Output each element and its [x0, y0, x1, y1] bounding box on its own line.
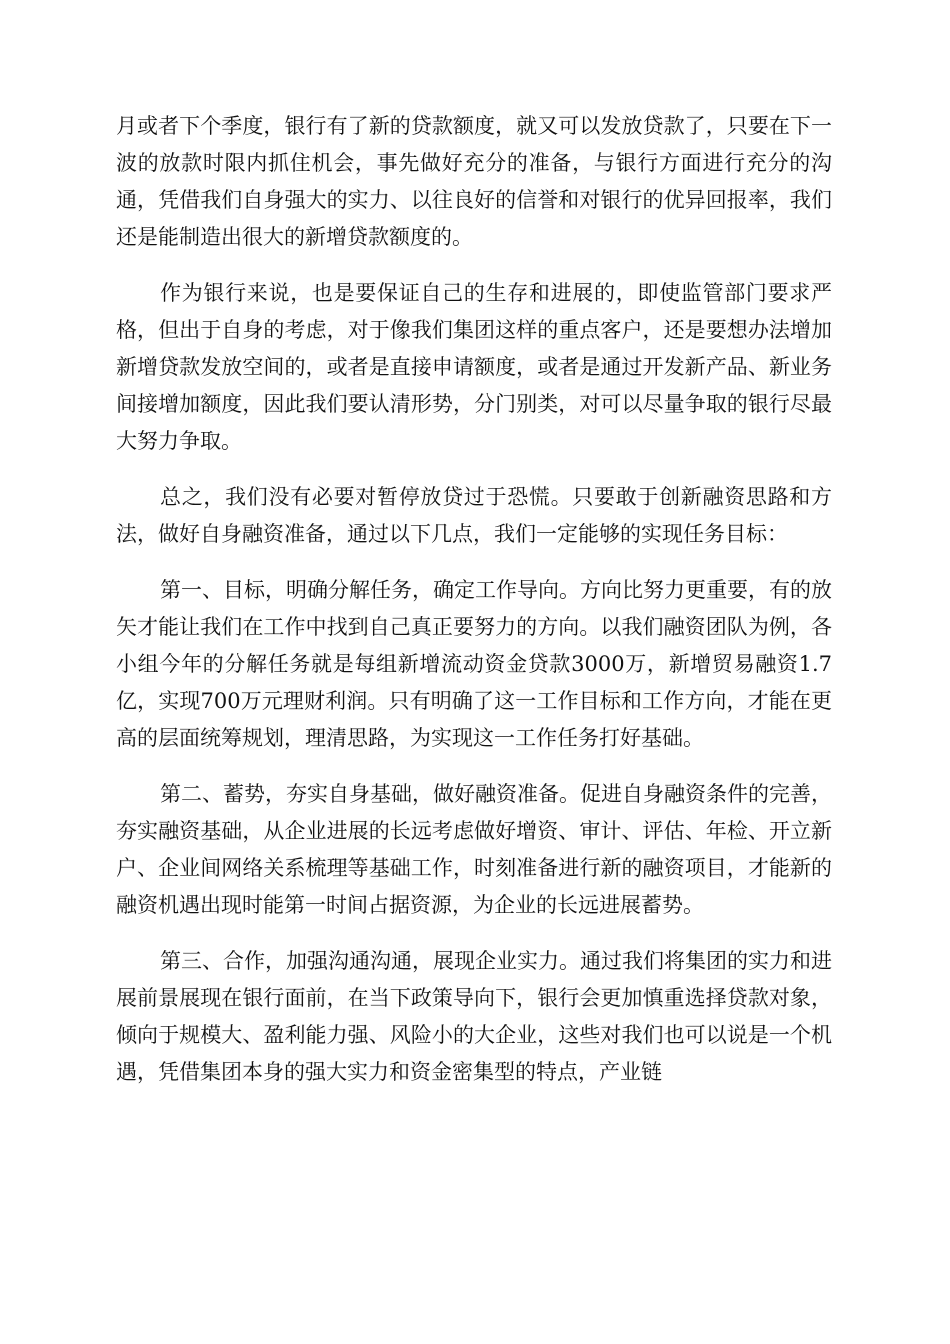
paragraph-point-two: 第二、蓄势，夯实自身基础，做好融资准备。促进自身融资条件的完善，夯实融资基础，从企业进展的长远考虑做好增资、审计、评估、年检、开立新户、企业间网络关系梳理等基础工作，时刻准备进行新的融资项目，才能新的融资机遇出现时能第一时间占据资源，为企业的长远进展蓄势。 [116, 782, 832, 917]
document-page [116, 108, 832, 1110]
paragraph-continuation: 月或者下个季度，银行有了新的贷款额度，就又可以发放贷款了，只要在下一波的放款时限内抓住机会，事先做好充分的准备，与银行方面进行充分的沟通，凭借我们自身强大的实力、以往良好的信誉和对银行的优异回报率，我们还是能制造出很大的新增贷款额度的。 [116, 114, 832, 249]
paragraph-point-three: 第三、合作，加强沟通沟通，展现企业实力。通过我们将集团的实力和进展前景展现在银行面前，在当下政策导向下，银行会更加慎重选择贷款对象，倾向于规模大、盈利能力强、风险小的大企业，这些对我们也可以说是一个机遇，凭借集团本身的强大实力和资金密集型的特点，产业链 [116, 949, 832, 1084]
paragraph-point-one: 第一、目标，明确分解任务，确定工作导向。方向比努力更重要，有的放矢才能让我们在工作中找到自己真正要努力的方向。以我们融资团队为例，各小组今年的分解任务就是每组新增流动资金贷款3000万，新增贸易融资1.7亿，实现700万元理财利润。只有明确了这一工作目标和工作方向，才能在更高的层面统筹规划，理清思路，为实现这一工作任务打好基础。 [116, 578, 832, 750]
paragraph-bank-perspective: 作为银行来说，也是要保证自己的生存和进展的，即使监管部门要求严格，但出于自身的考虑，对于像我们集团这样的重点客户，还是要想办法增加新增贷款发放空间的，或者是直接申请额度，或者是通过开发新产品、新业务间接增加额度，因此我们要认清形势，分门别类，对可以尽量争取的银行尽最大努力争取。 [116, 281, 832, 453]
paragraph-summary: 总之，我们没有必要对暂停放贷过于恐慌。只要敢于创新融资思路和方法，做好自身融资准备，通过以下几点，我们一定能够的实现任务目标： [116, 485, 832, 546]
